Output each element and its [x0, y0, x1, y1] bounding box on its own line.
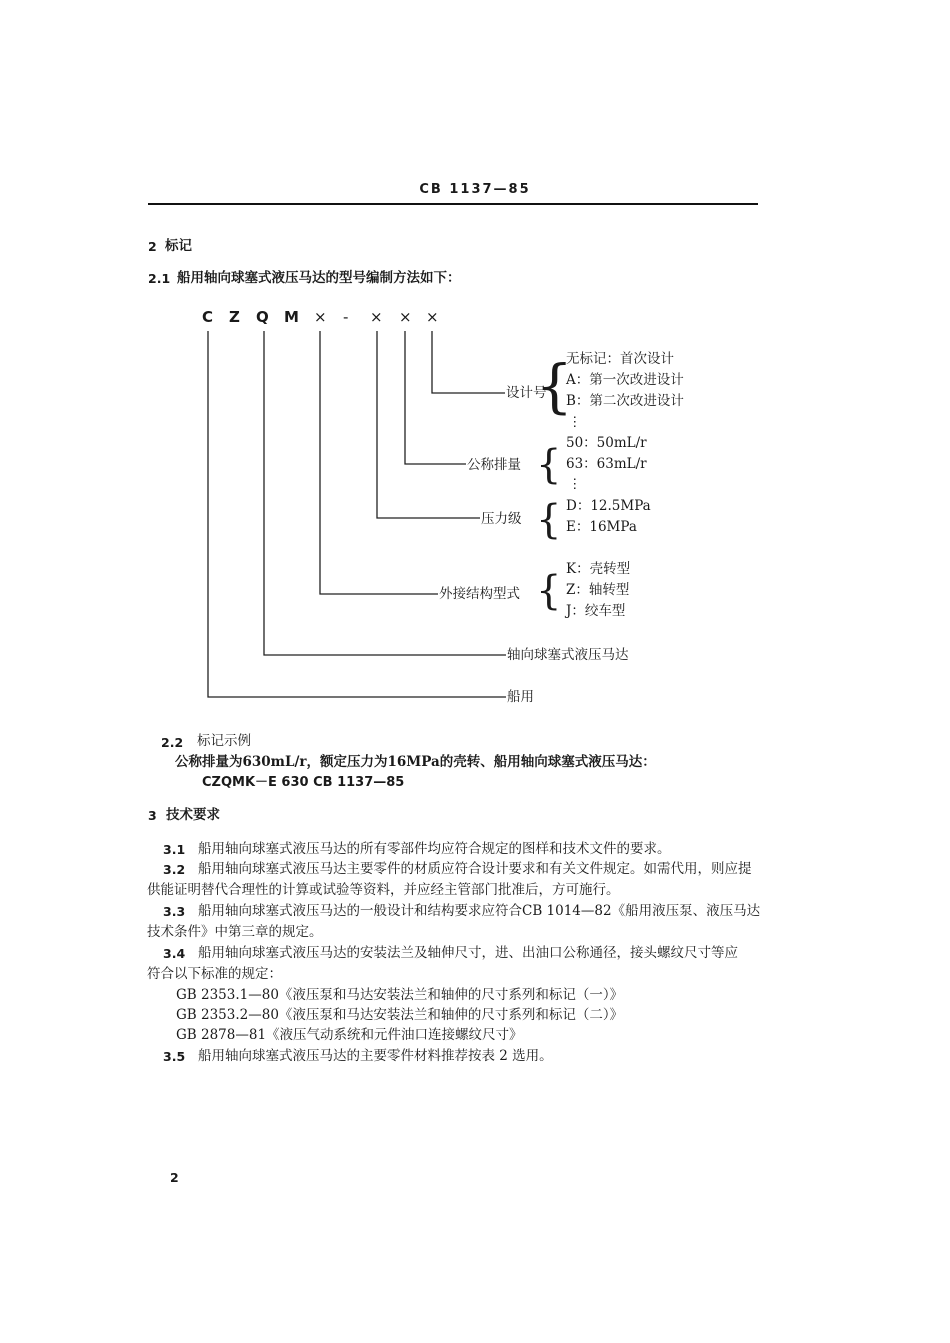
code-dash: -: [343, 308, 349, 326]
structure-brace: {: [536, 568, 562, 614]
clause-3-1-number: 3.1: [163, 842, 186, 857]
displacement-option-50: 50：50mL/r: [566, 435, 647, 451]
pressure-option-e: E：16MPa: [566, 519, 637, 535]
structure-option-z: Z：轴转型: [566, 582, 630, 598]
page-header-code: CB 1137—85: [419, 182, 531, 197]
clause-2-1-number: 2.1: [148, 271, 171, 286]
section-2-number: 2: [148, 239, 157, 254]
structure-option-k: K：壳转型: [566, 561, 631, 577]
code-letter-m: M: [284, 308, 299, 326]
code-placeholder-design: ×: [426, 308, 439, 326]
displacement-brace: {: [536, 442, 562, 488]
clause-3-4-line-1: 船用轴向球塞式液压马达的安装法兰及轴伸尺寸，进、出油口公称通径，接头螺纹尺寸等应: [198, 945, 738, 961]
displacement-option-63: 63：63mL/r: [566, 456, 647, 472]
clause-3-1-text: 船用轴向球塞式液压马达的所有零部件均应符合规定的图样和技术文件的要求。: [198, 841, 671, 857]
clause-3-2-line-2: 供能证明替代合理性的计算或试验等资料，并应经主管部门批准后，方可施行。: [147, 882, 620, 898]
clause-2-2-title: 标记示例: [197, 733, 251, 749]
code-placeholder-pressure: ×: [370, 308, 383, 326]
connector-marine: [208, 331, 506, 697]
standard-gb-2353-2: GB 2353.2—80《液压泵和马达安装法兰和轴伸的尺寸系列和标记（二）》: [176, 1007, 624, 1023]
clause-3-4-number: 3.4: [163, 946, 186, 961]
page-number: 2: [170, 1170, 179, 1185]
design-option-none: 无标记：首次设计: [566, 351, 674, 367]
clause-2-1-text: 船用轴向球塞式液压马达的型号编制方法如下：: [177, 270, 461, 286]
connector-axial: [264, 331, 506, 655]
pressure-brace: {: [536, 497, 562, 543]
displacement-option-more: ⋮: [568, 476, 582, 492]
section-3-heading: 技术要求: [166, 807, 220, 823]
clause-3-3-line-1: 船用轴向球塞式液压马达的一般设计和结构要求应符合CB 1014—82《船用液压泵、液压马达: [198, 903, 761, 919]
section-3-number: 3: [148, 808, 157, 823]
marking-example: CZQMK－E 630 CB 1137—85: [202, 775, 405, 790]
marine-label: 船用: [507, 689, 534, 705]
connector-pressure: [377, 331, 480, 518]
design-option-b: B：第二次改进设计: [566, 393, 684, 409]
connector-structure: [320, 331, 438, 594]
code-letter-z: Z: [229, 308, 240, 326]
connector-displacement: [405, 331, 466, 464]
pressure-label: 压力级: [481, 511, 522, 527]
connector-design: [432, 331, 505, 393]
clause-3-4-line-2: 符合以下标准的规定：: [147, 966, 282, 982]
code-letter-c: C: [202, 308, 214, 326]
clause-3-2-line-1: 船用轴向球塞式液压马达主要零件的材质应符合设计要求和有关文件规定。如需代用，则应提: [198, 861, 752, 877]
design-option-a: A：第一次改进设计: [566, 372, 684, 388]
code-letter-q: Q: [256, 308, 269, 326]
clause-3-3-number: 3.3: [163, 904, 186, 919]
section-2-heading: 标记: [165, 238, 192, 254]
design-option-more: ⋮: [568, 414, 582, 430]
design-number-label: 设计号: [506, 385, 547, 401]
structure-option-j: J：绞车型: [566, 603, 626, 619]
displacement-label: 公称排量: [467, 457, 521, 473]
design-brace: {: [536, 352, 573, 420]
code-placeholder-displacement: ×: [399, 308, 412, 326]
clause-3-2-number: 3.2: [163, 862, 186, 877]
clause-2-2-number: 2.2: [161, 735, 184, 750]
clause-3-5-text: 船用轴向球塞式液压马达的主要零件材料推荐按表 2 选用。: [198, 1048, 553, 1064]
code-placeholder-structure: ×: [314, 308, 327, 326]
standard-gb-2878: GB 2878—81《液压气动系统和元件油口连接螺纹尺寸》: [176, 1027, 523, 1043]
clause-2-2-text: 公称排量为630mL/r，额定压力为16MPa的壳转、船用轴向球塞式液压马达：: [175, 754, 656, 770]
axial-motor-label: 轴向球塞式液压马达: [507, 647, 629, 663]
pressure-option-d: D：12.5MPa: [566, 498, 651, 514]
clause-3-3-line-2: 技术条件》中第三章的规定。: [147, 924, 323, 940]
structure-label: 外接结构型式: [439, 586, 520, 602]
clause-3-5-number: 3.5: [163, 1049, 186, 1064]
standard-gb-2353-1: GB 2353.1—80《液压泵和马达安装法兰和轴伸的尺寸系列和标记（一）》: [176, 987, 624, 1003]
